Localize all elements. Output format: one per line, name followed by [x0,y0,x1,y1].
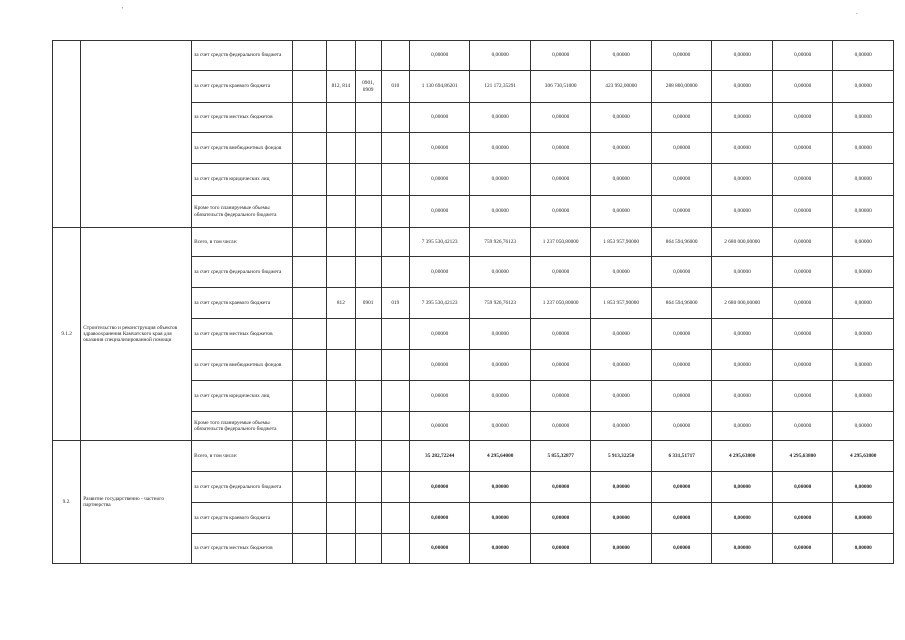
amount-cell: 0,00000 [530,412,591,441]
amount-cell: 0,00000 [712,319,773,350]
amount-cell: 4 295,63800 [833,441,894,472]
amount-cell: 0,00000 [530,164,591,196]
funding-source-cell: Кроме того планируемые объемы обязательств федерального бюджета [192,412,293,441]
budget-code-cell [381,350,409,381]
amount-cell: 0,00000 [591,412,652,441]
amount-cell: 0,00000 [651,503,712,534]
funding-source-cell: за счет средств федерального бюджета [192,41,293,71]
amount-cell: 0,00000 [772,534,833,564]
amount-cell: 0,00000 [591,103,652,133]
budget-code-cell [327,534,355,564]
blank-cell [292,71,326,103]
amount-cell: 0,00000 [712,412,773,441]
amount-cell: 7 395 530,42123 [409,288,470,319]
funding-source-cell: за счет средств федерального бюджета [192,472,293,503]
budget-code-cell [327,41,355,71]
budget-code-cell [381,164,409,196]
blank-cell [292,257,326,288]
amount-cell: 0,00000 [833,133,894,164]
amount-cell: 0,00000 [772,164,833,196]
budget-code-cell [355,319,381,350]
amount-cell: 759 926,76123 [470,288,531,319]
amount-cell: 5 855,32877 [530,441,591,472]
amount-cell: 0,00000 [470,350,531,381]
budget-code-cell [381,228,409,257]
amount-cell: 0,00000 [833,257,894,288]
amount-cell: 0,00000 [772,257,833,288]
amount-cell: 0,00000 [470,164,531,196]
amount-cell: 0,00000 [833,103,894,133]
amount-cell: 0,00000 [530,257,591,288]
budget-code-cell [381,503,409,534]
amount-cell: 0,00000 [530,103,591,133]
amount-cell: 0,00000 [833,41,894,71]
amount-cell: 0,00000 [772,381,833,412]
amount-cell: 0,00000 [712,103,773,133]
item-number-cell [53,41,81,228]
budget-code-cell [355,228,381,257]
table-body [53,41,894,564]
budget-code-cell [327,503,355,534]
amount-cell: 2 680 000,00000 [712,228,773,257]
table-row [53,228,894,257]
funding-source-cell: за счет средств местных бюджетов [192,534,293,564]
amount-cell: 0,00000 [772,472,833,503]
budget-code-cell: 0901, 0909 [355,71,381,103]
budget-code-cell [327,228,355,257]
amount-cell: 0,00000 [409,319,470,350]
funding-source-cell: Всего, в том числе: [192,228,293,257]
amount-cell: 0,00000 [470,534,531,564]
scan-mark: ' [122,6,124,14]
amount-cell: 0,00000 [591,350,652,381]
amount-cell: 0,00000 [833,534,894,564]
amount-cell: 0,00000 [772,41,833,71]
blank-cell [292,472,326,503]
amount-cell: 0,00000 [409,103,470,133]
amount-cell: 0,00000 [591,164,652,196]
amount-cell: 121 172,35291 [470,71,531,103]
amount-cell: 0,00000 [772,196,833,228]
table-row [53,41,894,71]
budget-code-cell [327,441,355,472]
amount-cell: 0,00000 [409,257,470,288]
budget-code-cell [355,103,381,133]
budget-code-cell [355,164,381,196]
budget-code-cell: 010 [381,71,409,103]
budget-code-cell [355,257,381,288]
amount-cell: 0,00000 [409,196,470,228]
funding-source-cell: Кроме того планируемые объемы обязательств федерального бюджета [192,196,293,228]
budget-code-cell [327,133,355,164]
blank-cell [292,381,326,412]
amount-cell: 0,00000 [470,196,531,228]
amount-cell: 0,00000 [833,350,894,381]
amount-cell: 0,00000 [651,319,712,350]
budget-code-cell [327,103,355,133]
amount-cell: 0,00000 [712,534,773,564]
amount-cell: 0,00000 [833,288,894,319]
funding-source-cell: за счет средств внебюджетных фондов [192,350,293,381]
budget-code-cell [381,41,409,71]
amount-cell: 0,00000 [772,228,833,257]
amount-cell: 0,00000 [833,412,894,441]
budget-code-cell [355,441,381,472]
amount-cell: 0,00000 [409,534,470,564]
amount-cell: 0,00000 [651,41,712,71]
amount-cell: 1 853 957,90000 [591,288,652,319]
budget-code-cell [327,472,355,503]
budget-code-cell [355,381,381,412]
amount-cell: 0,00000 [772,412,833,441]
amount-cell: 759 926,76123 [470,228,531,257]
budget-code-cell [381,472,409,503]
budget-table [52,40,894,564]
amount-cell: 4 295,63800 [772,441,833,472]
amount-cell: 0,00000 [833,71,894,103]
amount-cell: 306 730,51000 [530,71,591,103]
budget-code-cell [355,472,381,503]
amount-cell: 0,00000 [772,288,833,319]
blank-cell [292,319,326,350]
amount-cell: 1 130 694,86201 [409,71,470,103]
budget-code-cell [355,503,381,534]
amount-cell: 0,00000 [470,472,531,503]
amount-cell: 0,00000 [651,381,712,412]
funding-source-cell: за счет средств краевого бюджета [192,503,293,534]
amount-cell: 423 992,00000 [591,71,652,103]
amount-cell: 0,00000 [833,164,894,196]
budget-code-cell [381,412,409,441]
blank-cell [292,412,326,441]
budget-code-cell [355,41,381,71]
blank-cell [292,41,326,71]
amount-cell: 0,00000 [712,133,773,164]
amount-cell: 0,00000 [591,257,652,288]
amount-cell: 864 594,96000 [651,288,712,319]
amount-cell: 1 237 050,80000 [530,228,591,257]
amount-cell: 35 282,72244 [409,441,470,472]
amount-cell: 0,00000 [651,350,712,381]
budget-code-cell [355,534,381,564]
item-description-cell: Строительство и реконструкция объектов здравоохранения Камчатского края для оказания специализированной помощи [81,228,192,441]
amount-cell: 0,00000 [530,534,591,564]
amount-cell: 0,00000 [409,503,470,534]
amount-cell: 0,00000 [530,41,591,71]
blank-cell [292,196,326,228]
budget-code-cell [355,196,381,228]
budget-code-cell: 0901 [355,288,381,319]
amount-cell: 0,00000 [591,41,652,71]
budget-code-cell [327,350,355,381]
funding-source-cell: за счет средств юридических лиц [192,164,293,196]
funding-source-cell: Всего, в том числе: [192,441,293,472]
budget-code-cell [327,164,355,196]
amount-cell: 0,00000 [470,503,531,534]
amount-cell: 0,00000 [530,503,591,534]
amount-cell: 0,00000 [591,534,652,564]
amount-cell: 0,00000 [470,257,531,288]
amount-cell: 0,00000 [833,503,894,534]
funding-source-cell: за счет средств юридических лиц [192,381,293,412]
amount-cell: 0,00000 [833,381,894,412]
amount-cell: 0,00000 [833,472,894,503]
amount-cell: 0,00000 [530,472,591,503]
amount-cell: 0,00000 [591,133,652,164]
amount-cell: 0,00000 [409,164,470,196]
amount-cell: 0,00000 [772,133,833,164]
amount-cell: 0,00000 [409,472,470,503]
amount-cell: 0,00000 [470,133,531,164]
blank-cell [292,441,326,472]
item-description-cell: Развитие государственно - частного партнерства [81,441,192,564]
amount-cell: 7 395 530,42123 [409,228,470,257]
item-number-cell: 9.2. [53,441,81,564]
blank-cell [292,164,326,196]
budget-code-cell [381,319,409,350]
amount-cell: 1 237 050,80000 [530,288,591,319]
amount-cell: 0,00000 [409,350,470,381]
amount-cell: 0,00000 [833,319,894,350]
budget-code-cell [381,196,409,228]
amount-cell: 0,00000 [409,381,470,412]
amount-cell: 0,00000 [772,71,833,103]
amount-cell: 288 800,00000 [651,71,712,103]
amount-cell: 0,00000 [712,503,773,534]
budget-code-cell [381,257,409,288]
amount-cell: 864 594,96000 [651,228,712,257]
budget-code-cell [327,257,355,288]
budget-code-cell [327,381,355,412]
amount-cell: 0,00000 [530,133,591,164]
budget-code-cell [381,534,409,564]
budget-code-cell [381,441,409,472]
amount-cell: 0,00000 [651,412,712,441]
funding-source-cell: за счет средств местных бюджетов [192,103,293,133]
blank-cell [292,228,326,257]
amount-cell: 0,00000 [651,257,712,288]
budget-code-cell [327,412,355,441]
amount-cell: 0,00000 [833,228,894,257]
amount-cell: 0,00000 [591,472,652,503]
amount-cell: 0,00000 [651,472,712,503]
blank-cell [292,350,326,381]
budget-code-cell: 019 [381,288,409,319]
budget-code-cell [355,412,381,441]
blank-cell [292,133,326,164]
funding-source-cell: за счет средств краевого бюджета [192,288,293,319]
amount-cell: 0,00000 [772,503,833,534]
budget-code-cell [381,381,409,412]
amount-cell: 0,00000 [530,350,591,381]
amount-cell: 0,00000 [651,534,712,564]
amount-cell: 0,00000 [409,412,470,441]
blank-cell [292,288,326,319]
blank-cell [292,103,326,133]
amount-cell: 0,00000 [470,103,531,133]
amount-cell: 0,00000 [470,412,531,441]
budget-code-cell [327,196,355,228]
amount-cell: 0,00000 [651,164,712,196]
budget-code-cell [327,319,355,350]
amount-cell: 0,00000 [591,381,652,412]
amount-cell: 0,00000 [712,196,773,228]
amount-cell: 4 295,63800 [712,441,773,472]
amount-cell: 0,00000 [530,381,591,412]
funding-source-cell: за счет средств внебюджетных фондов [192,133,293,164]
amount-cell: 1 853 957,90000 [591,228,652,257]
amount-cell: 0,00000 [470,41,531,71]
budget-code-cell [355,350,381,381]
blank-cell [292,503,326,534]
budget-code-cell [355,133,381,164]
amount-cell: 0,00000 [833,196,894,228]
amount-cell: 0,00000 [712,41,773,71]
amount-cell: 0,00000 [591,196,652,228]
amount-cell: 0,00000 [712,257,773,288]
amount-cell: 5 913,32250 [591,441,652,472]
table-row [53,441,894,472]
amount-cell: 0,00000 [409,41,470,71]
amount-cell: 0,00000 [651,103,712,133]
amount-cell: 0,00000 [651,196,712,228]
amount-cell: 0,00000 [712,381,773,412]
amount-cell: 0,00000 [470,381,531,412]
amount-cell: 0,00000 [712,71,773,103]
amount-cell: 0,00000 [651,133,712,164]
item-description-cell [81,41,192,228]
amount-cell: 2 680 000,00000 [712,288,773,319]
amount-cell: 0,00000 [712,472,773,503]
amount-cell: 0,00000 [712,164,773,196]
budget-code-cell [381,103,409,133]
funding-source-cell: за счет средств местных бюджетов [192,319,293,350]
amount-cell: 0,00000 [772,350,833,381]
amount-cell: 4 295,64000 [470,441,531,472]
amount-cell: 0,00000 [591,503,652,534]
budget-code-cell: 812 [327,288,355,319]
amount-cell: 0,00000 [470,319,531,350]
blank-cell [292,534,326,564]
amount-cell: 0,00000 [712,350,773,381]
item-number-cell: 9.1.2 [53,228,81,441]
amount-cell: 0,00000 [772,103,833,133]
budget-code-cell: 812, 814 [327,71,355,103]
amount-cell: 0,00000 [591,319,652,350]
amount-cell: 6 331,51717 [651,441,712,472]
amount-cell: 0,00000 [530,196,591,228]
budget-code-cell [381,133,409,164]
amount-cell: 0,00000 [530,319,591,350]
funding-source-cell: за счет средств краевого бюджета [192,71,293,103]
amount-cell: 0,00000 [409,133,470,164]
amount-cell: 0,00000 [772,319,833,350]
funding-source-cell: за счет средств федерального бюджета [192,257,293,288]
scan-mark: . [856,8,858,16]
